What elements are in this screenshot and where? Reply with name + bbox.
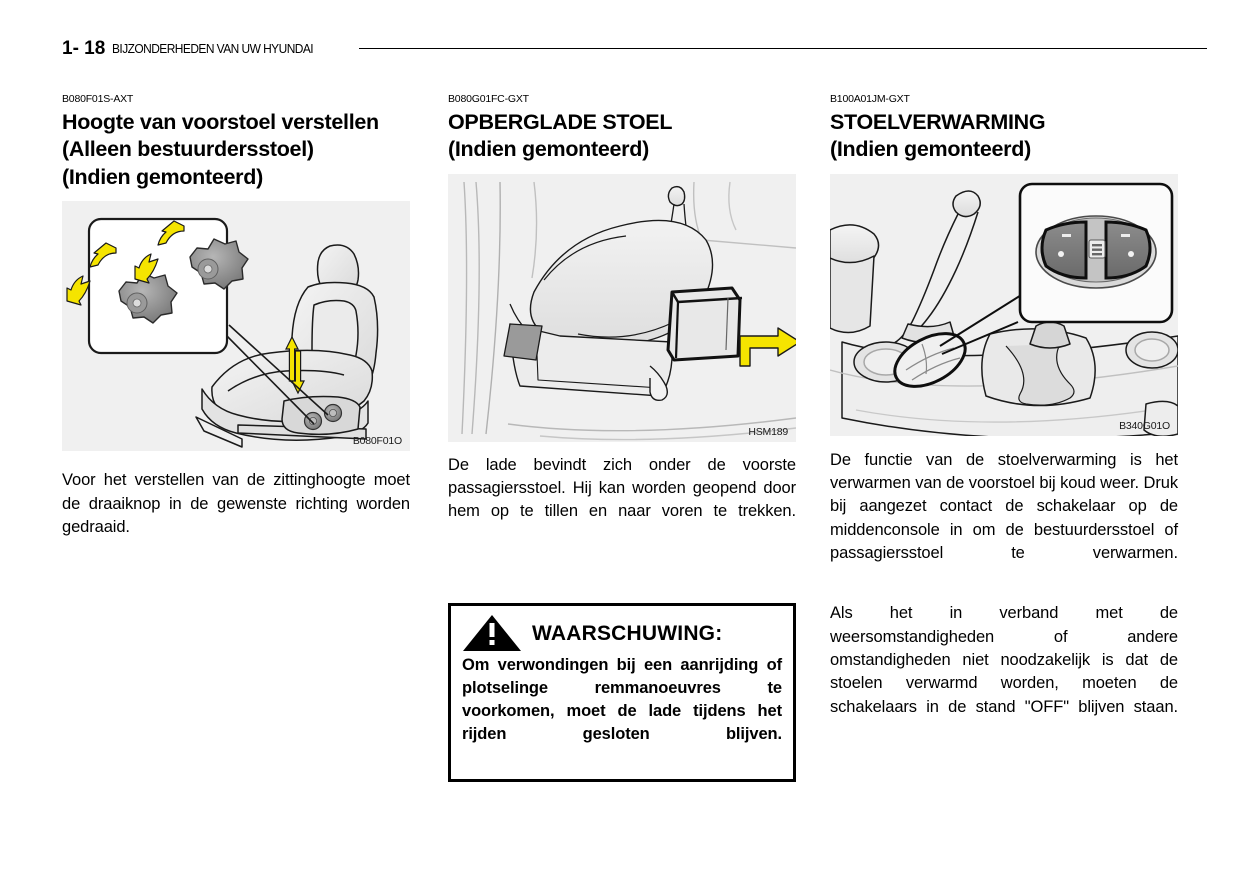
column-seat-storage-drawer	[448, 94, 796, 782]
arrow-pull-drawer	[740, 328, 796, 366]
figure-seat-heating-switches	[830, 174, 1178, 436]
body-paragraph-3-2: Als het in verband met de weersomstandigheden of andere omstandigheden niet noodzakelijk is dat de stoelen verwarmd worden, moeten de schakelaars in de stand "OFF" blijven staan.	[830, 604, 1178, 716]
section-title-3-line2: (Indien gemonteerd)	[830, 137, 1031, 162]
section-title-2-line2: (Indien gemonteerd)	[448, 137, 649, 162]
body-paragraph-3-1: De functie van de stoelverwarming is het verwarmen van de voorstoel bij koud weer. Druk bij aangezet contact de schakelaar op de middenconsole in om de bestuurdersstoel of passagiersstoel te verwarmen.	[830, 450, 1178, 563]
section-title-1	[62, 109, 410, 192]
page-header	[62, 34, 1207, 62]
seat-knob-small-1	[305, 413, 322, 430]
section-title-1-line3: (Indien gemonteerd)	[62, 164, 263, 189]
section-code-1: B080F01S-AXT	[62, 93, 134, 105]
section-title-1-line1: Hoogte van voorstoel verstellen	[62, 109, 379, 134]
body-paragraph-2-1: De lade bevindt zich onder de voorste passagiersstoel. Hij kan worden geopend door hem op te tillen en naar voren te trekken.	[448, 455, 796, 521]
column-seat-height-adjustment	[62, 94, 410, 563]
section-title-3-line1: STOELVERWARMING	[830, 109, 1046, 134]
seat-heater-switch-detail	[1036, 216, 1156, 288]
passenger-seat-heater-switch	[1106, 222, 1150, 278]
section-title-2	[448, 109, 796, 164]
section-code-2: B080G01FC-GXT	[448, 93, 529, 105]
body-paragraph-1-1: Voor het verstellen van de zittinghoogte moet de draaiknop in de gewenste richting worden gedraaid.	[62, 471, 410, 536]
figure-code-1: B080F01O	[352, 435, 402, 448]
section-code-3: B100A01JM-GXT	[830, 93, 910, 105]
storage-drawer-illustration	[448, 174, 796, 442]
warning-box	[448, 603, 796, 782]
page-title: BIJZONDERHEDEN VAN UW HYUNDAI	[112, 40, 314, 56]
warning-triangle-icon	[462, 614, 522, 652]
figure-seat-storage-drawer	[448, 174, 796, 442]
warning-label: WAARSCHUWING:	[532, 621, 723, 645]
header-divider	[359, 48, 1207, 49]
column-seat-heating	[830, 94, 1178, 743]
figure-seat-height-adjustment	[62, 201, 410, 451]
figure-code-2: HSM189	[748, 425, 788, 438]
center-console-illustration	[830, 174, 1178, 436]
section-title-2-line1: OPBERGLADE STOEL	[448, 109, 673, 134]
warning-header	[460, 614, 784, 652]
section-title-3	[830, 109, 1178, 164]
seat-height-illustration	[62, 201, 410, 451]
figure-code-3: B340G01O	[1119, 419, 1170, 432]
seat-knob-small-2	[325, 405, 342, 422]
page-number: 1- 18	[62, 37, 106, 59]
warning-text: Om verwondingen bij een aanrijding of plotselinge remmanoeuvres te voorkomen, moet de lade tijdens het rijden gesloten blijven.	[462, 656, 782, 743]
section-title-1-line2: (Alleen bestuurdersstoel)	[62, 137, 314, 162]
driver-seat-heater-switch	[1042, 222, 1086, 278]
